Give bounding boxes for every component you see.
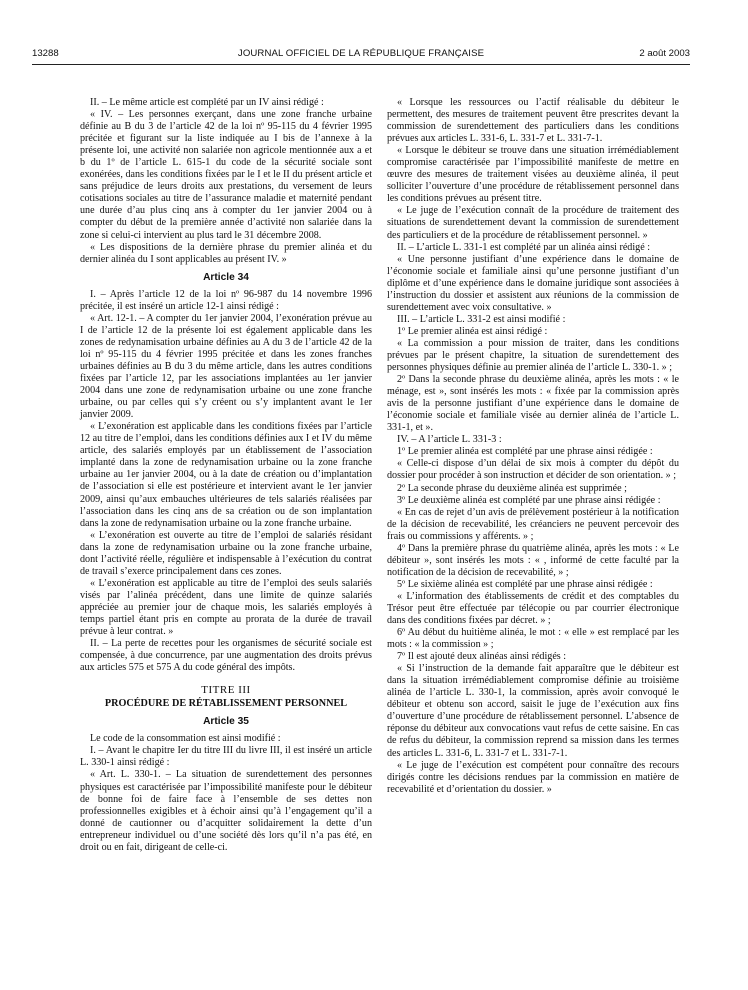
paragraph: « L’exonération est applicable dans les conditions fixées par l’article 12 au titre de l’emploi, dans les conditions définies aux I et IV du même article, des salariés employés par un établissement de l’association implanté dans la zone de redynamisation urbaine ou la zone franche urbaine au 1er janvier 2004, ou à la date de création ou d’implantation de l’association si elle est postérieure et intervient avant le 1er janvier 2009, ainsi qu’aux embauches ultérieures de tels salariés réalisées par l’association dans les cinq ans de sa création ou de son implantation dans la zone de redynamisation urbaine ou la zone franche urbaine. [80, 421, 372, 529]
paragraph: « Art. L. 330-1. – La situation de surendettement des personnes physiques est caractérisée par l’impossibilité manifeste pour le débiteur de bonne foi de faire face à l’ensemble de ses dettes non professionnelles exigibles et à échoir ainsi qu’à l’engagement qu’il a donné de cautionner ou d’acquitter solidairement la dette d’un entrepreneur individuel ou d’une société dès lors qu’il n’a pas été, en droit ou en fait, dirigeant de celle-ci. [80, 769, 372, 853]
page-number: 13288 [32, 48, 59, 59]
paragraph: « Les dispositions de la dernière phrase du premier alinéa et du dernier alinéa du I sont applicables au présent IV. » [80, 241, 372, 265]
paragraph: « Lorsque le débiteur se trouve dans une situation irrémédiablement compromise caractérisée par l’impossibilité manifeste de mettre en œuvre des mesures de traitement visées au deuxième alinéa, il peut solliciter l’ouverture d’une procédure de rétablissement personnel dans les conditions prévues au présent titre. [387, 145, 679, 205]
paragraph: 2º La seconde phrase du deuxième alinéa est supprimée ; [397, 482, 627, 494]
paragraph: 7º Il est ajouté deux alinéas ainsi rédigés : [397, 651, 567, 663]
right-column [387, 97, 679, 796]
paragraph: 1º Le premier alinéa est complété par une phrase ainsi rédigée : [397, 446, 653, 458]
article-34-heading: Article 34 [203, 271, 249, 283]
paragraph: I. – Après l’article 12 de la loi nº 96-987 du 14 novembre 1996 précitée, il est inséré un article 12-1 ainsi rédigé : [80, 288, 372, 312]
left-column [80, 97, 372, 854]
paragraph: 6º Au début du huitième alinéa, le mot : « elle » est remplacé par les mots : « la commission » ; [387, 627, 679, 651]
paragraph: « La commission a pour mission de traiter, dans les conditions prévues par le présent chapitre, la situation de surendettement des personnes physiques définie au premier alinéa de l’article L. 330-1. » ; [387, 337, 679, 374]
paragraph: II. – Le même article est complété par un IV ainsi rédigé : [90, 97, 324, 108]
paragraph: « Une personne justifiant d’une expérience dans le domaine de l’économie sociale et familiale ainsi qu’une personne justifiant d’un diplôme et d’une expérience dans le domaine juridique sont associées à l’instruction du dossier et assistent aux réunions de la commission de surendettement avec voix consultative. » [387, 253, 679, 313]
paragraph: IV. – A l’article L. 331-3 : [397, 434, 502, 446]
paragraph: « Art. 12-1. – A compter du 1er janvier 2004, l’exonération prévue au I de l’article 12 de la présente loi est également applicable dans les zones de redynamisation urbaine définies au A du 3 de l’article 42 de la loi nº 95-115 du 4 février 1995 précitée et dans les zones franches urbaines définies au B du 3 du même article, dans les autres conditions fixées par l’article 12, par les associations implantées au 1er janvier 2004 dans une zone de redynamisation urbaine ou une zone franche urbaine, ou par celles qui s’y créent ou s’y implantent avant le 1er janvier 2009. [80, 312, 372, 421]
paragraph: 5º Le sixième alinéa est complété par une phrase ainsi rédigée : [397, 578, 653, 590]
header-rule [32, 64, 690, 65]
article-35-heading: Article 35 [203, 716, 249, 728]
paragraph: « Le juge de l’exécution connaît de la procédure de traitement des situations de surendettement devant la commission de surendettement des particuliers et de la procédure de rétablissement personnel. » [387, 205, 679, 241]
paragraph: 3º Le deuxième alinéa est complété par une phrase ainsi rédigée : [397, 494, 661, 506]
paragraph: « Le juge de l’exécution est compétent pour connaître des recours dirigés contre les décisions rendues par la commission en matière de recevabilité et d’orientation du dossier. » [387, 759, 679, 795]
paragraph: I. – Avant le chapitre Ier du titre III du livre III, il est inséré un article L. 330-1 ainsi rédigé : [80, 745, 372, 769]
paragraph: « En cas de rejet d’un avis de prélèvement postérieur à la notification de la décision de recevabilité, les créanciers ne peuvent percevoir des frais ou commissions y afférents. » ; [387, 506, 679, 542]
titre-heading: TITRE III [201, 684, 251, 697]
paragraph: « Celle-ci dispose d’un délai de six mois à compter du dépôt du dossier pour procéder à son instruction et décider de son orientation. » ; [387, 458, 679, 482]
paragraph: « L’exonération est applicable au titre de l’emploi des seuls salariés visés par l’alinéa précédent, dans une limite de quinze salariés appréciée au premier jour de chaque mois, les salariés employés à temps partiel étant pris en compte au prorata de la durée de travail prévue à leur contrat. » [80, 577, 372, 638]
procedure-heading: PROCÉDURE DE RÉTABLISSEMENT PERSONNEL [104, 698, 348, 710]
paragraph: II. – L’article L. 331-1 est complété par un alinéa ainsi rédigé : [397, 241, 650, 253]
page-header [32, 48, 690, 62]
journal-title: JOURNAL OFFICIEL DE LA RÉPUBLIQUE FRANÇAISE [237, 48, 485, 59]
issue-date: 2 août 2003 [639, 48, 690, 59]
paragraph: « L’exonération est ouverte au titre de l’emploi de salariés résidant dans la zone de redynamisation urbaine ou la zone franche urbaine, dont l’activité réelle, régulière et indispensable à l’exécution du contrat de travail s’exerce principalement dans ces zones. [80, 529, 372, 577]
paragraph: 2º Dans la seconde phrase du deuxième alinéa, après les mots : « le ménage, est », sont insérés les mots : « fixée par la commission après avis de la personne justifiant d’une expérience dans le domaine de l’économie sociale et familiale visée au dernier alinéa de l’article L. 331-1, et ». [387, 374, 679, 434]
paragraph: 1º Le premier alinéa est ainsi rédigé : [397, 325, 548, 337]
paragraph: « IV. – Les personnes exerçant, dans une zone franche urbaine définie au B du 3 de l’article 42 de la loi nº 95-115 du 4 février 1995 précitée et figurant sur la liste indiquée au I bis de l’annexe à la présente loi, une activité non salariée non agricole mentionnée aux a et b du 1º de l’article L. 615-1 du code de la sécurité sociale sont exonérées, dans les conditions fixées par le I et le II du présent article et sans préjudice de leurs droits aux prestations, du versement de leurs cotisations sociales au titre de l’assurance maladie et maternité pendant une durée d’au plus cinq ans à compter du 1er janvier 2004 ou à compter du début de la première année d’activité non salariée dans la zone si celui-ci intervient au plus tard le 31 décembre 2008. [80, 109, 372, 241]
paragraph: Le code de la consommation est ainsi modifié : [90, 733, 281, 745]
paragraph: « L’information des établissements de crédit et des comptables du Trésor peut être effectuée par télécopie ou par courrier électronique dans des conditions fixées par décret. » ; [387, 590, 679, 627]
paragraph: « Lorsque les ressources ou l’actif réalisable du débiteur le permettent, des mesures de traitement peuvent être prescrites devant la commission de surendettement des particuliers dans les conditions prévues aux articles L. 331-6, L. 331-7 et L. 331-7-1. [387, 97, 679, 145]
paragraph: « Si l’instruction de la demande fait apparaître que le débiteur est dans la situation irrémédiablement compromise définie au troisième alinéa de l’article L. 330-1, la commission, après avoir convoqué le débiteur et obtenu son accord, saisit le juge de l’exécution aux fins d’ouverture d’une procédure de rétablissement personnel. L’absence de réponse du débiteur aux convocations vaut refus de cette saisine. En cas de refus du débiteur, la commission reprend sa mission dans les termes des articles L. 331-6, L. 331-7 et L. 331-7-1. [387, 663, 679, 759]
paragraph: II. – La perte de recettes pour les organismes de sécurité sociale est compensée, à due concurrence, par une augmentation des droits prévus aux articles 575 et 575 A du code général des impôts. [80, 638, 372, 674]
paragraph: III. – L’article L. 331-2 est ainsi modifié : [397, 313, 566, 325]
paragraph: 4º Dans la première phrase du quatrième alinéa, après les mots : « Le débiteur », sont insérés les mots : « , informé de cette faculté par la notification de la décision de recevabilité, » ; [387, 542, 679, 578]
